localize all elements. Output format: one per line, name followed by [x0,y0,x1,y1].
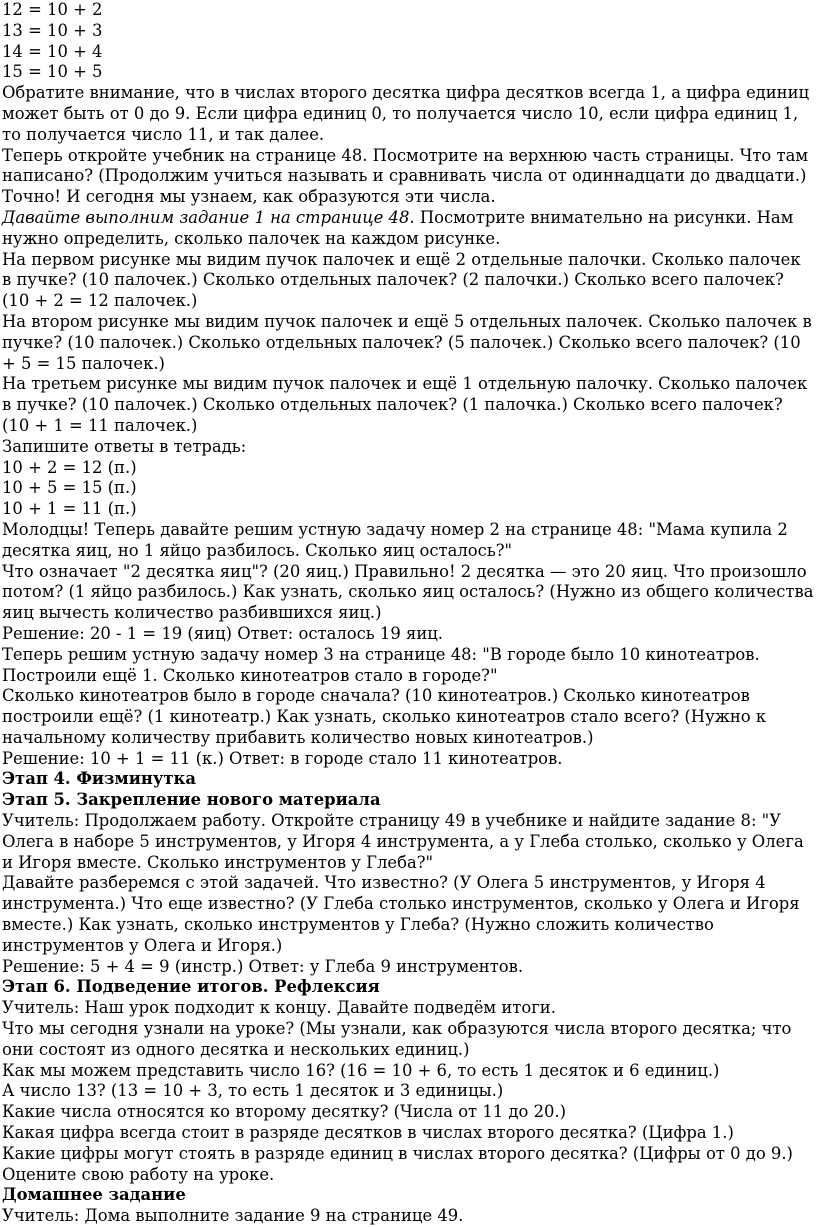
paragraph: Оцените свою работу на уроке. [2,1164,275,1184]
equation-line: 14 = 10 + 4 [2,41,103,61]
paragraph: Давайте разберемся с этой задачей. Что известно? (У Олега 5 инструментов, у Игоря 4 инструмента.) Что еще известно? (У Глеба столько инструментов, сколько у Олега и Игоря вместе.) Как узнать, сколько инструментов у Глеба? (Нужно сложить количество инструментов у Олега и Игоря.) [2,873,800,955]
equation-line: 15 = 10 + 5 [2,62,103,82]
paragraph-task-1 [2,208,814,250]
paragraph-text: Посмотрите внимательно на рисунки. Нам нужно определить, сколько палочек на каждом рисунке. [2,207,794,248]
section-heading-stage-4: Этап 4. Физминутка [2,769,196,789]
section-heading-stage-6: Этап 6. Подведение итогов. Рефлексия [2,977,380,997]
paragraph: На третьем рисунке мы видим пучок палочек и ещё 1 отдельную палочку. Сколько палочек в пучке? (10 палочек.) Сколько отдельных палочек? (1 палочка.) Сколько всего палочек? (10 + 1 = 11 палочек.) [2,374,808,435]
equation-line: 13 = 10 + 3 [2,20,103,40]
paragraph: На первом рисунке мы видим пучок палочек и ещё 2 отдельные палочки. Сколько палочек в пучке? (10 палочек.) Сколько отдельных палочек? (2 палочки.) Сколько всего палочек? (10 + 2 = 12 палочек.) [2,249,801,311]
paragraph: Теперь решим устную задачу номер 3 на странице 48: "В городе было 10 кинотеатров. Построили ещё 1. Сколько кинотеатров стало в городе?" [2,644,760,685]
answer-line: 10 + 1 = 11 (п.) [2,499,137,519]
paragraph: Учитель: Продолжаем работу. Откройте страницу 49 в учебнике и найдите задание 8: "У Олега в наборе 5 инструментов, у Игоря 4 инструмента, а у Глеба столько, сколько у Олега и Игоря вместе. Сколько инструментов у Глеба?" [2,811,804,872]
paragraph: На втором рисунке мы видим пучок палочек и ещё 5 отдельных палочек. Сколько палочек в пучке? (10 палочек.) Сколько отдельных палочек? (5 палочек.) Сколько всего палочек? (10 + 5 = 15 палочек.) [2,311,812,373]
paragraph: Запишите ответы в тетрадь: [2,436,247,456]
section-heading-stage-5: Этап 5. Закрепление нового материала [2,790,381,810]
paragraph: Какие цифры могут стоять в разряде единиц в числах второго десятка? (Цифры от 0 до 9.) [2,1143,793,1163]
answer-line: 10 + 2 = 12 (п.) [2,457,137,477]
paragraph: Какая цифра всегда стоит в разряде десятков в числах второго десятка? (Цифра 1.) [2,1123,734,1143]
paragraph: Учитель: Дома выполните задание 9 на странице 49. [2,1206,464,1226]
paragraph: Какие числа относятся ко второму десятку? (Числа от 11 до 20.) [2,1102,567,1122]
paragraph: Молодцы! Теперь давайте решим устную задачу номер 2 на странице 48: "Мама купила 2 десятка яиц, но 1 яйцо разбилось. Сколько яиц осталось?" [2,519,788,560]
solution-line: Решение: 5 + 4 = 9 (инстр.) Ответ: у Глеба 9 инструментов. [2,956,524,976]
answer-line: 10 + 5 = 15 (п.) [2,478,137,498]
paragraph: Как мы можем представить число 16? (16 = 10 + 6, то есть 1 десяток и 6 единиц.) [2,1060,720,1080]
paragraph: Что мы сегодня узнали на уроке? (Мы узнали, как образуются числа второго десятка; что они состоят из одного десятка и нескольких единиц.) [2,1019,792,1059]
italic-instruction: Давайте выполним задание 1 на странице 48. [2,207,415,227]
equation-line: 12 = 10 + 2 [2,0,103,19]
paragraph: А число 13? (13 = 10 + 3, то есть 1 десяток и 3 единицы.) [2,1081,504,1101]
paragraph: Что означает "2 десятка яиц"? (20 яиц.) Правильно! 2 десятка — это 20 яиц. Что произошло потом? (1 яйцо разбилось.) Как узнать, сколько яиц осталось? (Нужно из общего количества яиц вычесть количество разбившихся яиц.) [2,561,814,623]
paragraph: Сколько кинотеатров было в городе сначала? (10 кинотеатров.) Сколько кинотеатров построили ещё? (1 кинотеатр.) Как узнать, сколько кинотеатров стало всего? (Нужно к начальному количеству прибавить количество новых кинотеатров.) [2,686,767,747]
paragraph: Теперь откройте учебник на странице 48. Посмотрите на верхнюю часть страницы. Что там написано? (Продолжим учиться называть и сравнивать числа от одиннадцати до двадцати.) Точно! И сегодня мы узнаем, как образуются эти числа. [2,145,809,207]
paragraph: Обратите внимание, что в числах второго десятка цифра десятков всегда 1, а цифра единиц может быть от 0 до 9. Если цифра единиц 0, то получается число 10, если цифра единиц 1, то получается число 11, и так далее. [2,83,810,144]
paragraph: Учитель: Наш урок подходит к концу. Давайте подведём итоги. [2,998,556,1018]
solution-line: Решение: 10 + 1 = 11 (к.) Ответ: в городе стало 11 кинотеатров. [2,748,563,768]
solution-line: Решение: 20 - 1 = 19 (яиц) Ответ: осталось 19 яиц. [2,623,444,643]
section-heading-homework: Домашнее задание [2,1185,186,1205]
